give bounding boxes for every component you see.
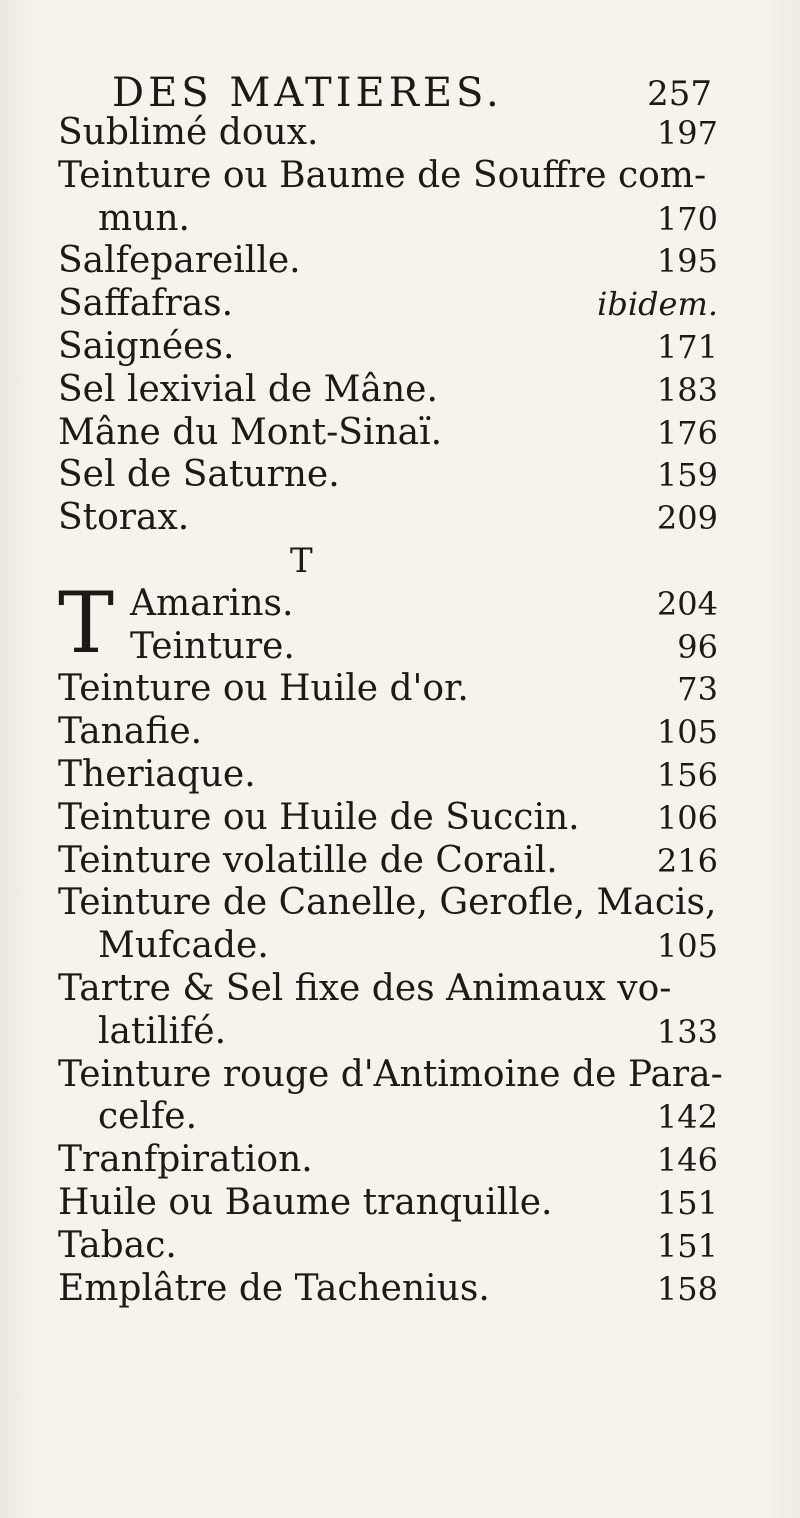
index-entry — [58, 968, 718, 1011]
index-entry — [58, 283, 718, 326]
entry-label: Salfepareille. — [58, 240, 301, 282]
entry-label: Teinture de Canelle, Gerofle, Macis, — [58, 882, 717, 924]
entry-page-number: ibidem. — [597, 285, 718, 324]
entry-label: Theriaque. — [58, 753, 256, 795]
index-entry — [58, 711, 718, 754]
entry-label: Tabac. — [58, 1224, 177, 1266]
index-entry — [58, 1268, 718, 1311]
entry-page-number: 151 — [656, 1226, 718, 1265]
entry-label: Sel de Saturne. — [58, 454, 340, 496]
entry-label: Saffafras. — [58, 283, 234, 325]
index-entry — [58, 882, 718, 925]
index-entry — [58, 326, 718, 369]
index-entry — [58, 626, 718, 669]
index-entry — [58, 1053, 723, 1097]
index-entry — [58, 668, 718, 711]
index-entry — [58, 1182, 718, 1225]
entry-page-number: 176 — [656, 413, 718, 452]
entry-page-number: 183 — [656, 370, 718, 409]
entry-page-number: 204 — [656, 584, 718, 623]
section-letter: T — [290, 540, 313, 581]
entry-page-number: 216 — [656, 841, 718, 880]
entry-label: Huile ou Baume tranquille. — [58, 1181, 553, 1223]
index-entries — [58, 112, 723, 1310]
index-entry — [58, 1011, 718, 1054]
entry-label: Emplâtre de Tachenius. — [58, 1267, 490, 1309]
entry-page-number: 158 — [656, 1269, 718, 1308]
index-entry — [58, 754, 718, 797]
drop-cap: T — [58, 573, 115, 672]
entry-label: mun. — [98, 197, 190, 239]
entry-label: Saignées. — [58, 325, 235, 367]
index-entry — [58, 155, 718, 198]
index-entry — [58, 240, 718, 283]
entry-label: celfe. — [98, 1096, 198, 1138]
header-title: DES MATIERES. — [112, 70, 503, 116]
entry-label: Teinture. — [130, 625, 295, 667]
entry-label: Teinture ou Baume de Souffre com- — [58, 154, 707, 196]
index-entry — [58, 198, 718, 241]
entry-page-number: 105 — [656, 927, 718, 966]
index-entry — [58, 412, 718, 455]
index-entry — [58, 1139, 718, 1182]
entry-label: Tranfpiration. — [58, 1139, 313, 1181]
entry-label: Teinture ou Huile d'or. — [58, 668, 469, 710]
entry-label: Storax. — [58, 497, 190, 539]
entry-page-number: 105 — [656, 713, 718, 752]
entry-label: Mâne du Mont-Sinaï. — [58, 411, 443, 453]
index-entry — [58, 497, 718, 540]
entry-page-number: 73 — [677, 670, 718, 709]
entry-label: Mufcade. — [98, 925, 269, 967]
entry-page-number: 151 — [656, 1183, 718, 1222]
entry-page-number: 142 — [656, 1098, 718, 1137]
index-entry — [58, 840, 718, 883]
entry-label: Teinture volatille de Corail. — [58, 839, 558, 881]
entry-page-number: 170 — [656, 199, 718, 238]
section-heading — [58, 540, 718, 583]
entry-label: Teinture rouge d'Antimoine de Para- — [58, 1053, 723, 1095]
entry-page-number: 195 — [656, 242, 718, 281]
index-entry — [58, 1096, 718, 1139]
entry-page-number: 133 — [656, 1012, 718, 1051]
index-entry — [58, 1225, 718, 1268]
index-entry — [58, 112, 718, 155]
entry-page-number: 156 — [656, 755, 718, 794]
index-entry — [58, 925, 718, 968]
entry-label: Teinture ou Huile de Succin. — [58, 796, 580, 838]
entry-page-number: 146 — [656, 1141, 718, 1180]
entry-page-number: 106 — [656, 798, 718, 837]
entry-page-number: 159 — [656, 456, 718, 495]
entry-label: latilifé. — [98, 1010, 227, 1052]
entry-label: Tanafie. — [58, 711, 203, 753]
entry-label: Tartre & Sel fixe des Animaux vo- — [58, 967, 672, 1009]
index-entry — [58, 454, 718, 497]
entry-label: Amarins. — [130, 582, 294, 624]
index-entry — [58, 797, 718, 840]
entry-page-number: 197 — [656, 114, 718, 152]
entry-label: Sublimé doux. — [58, 112, 319, 153]
index-entry — [58, 369, 718, 412]
entry-page-number: 209 — [656, 499, 718, 538]
entry-page-number: 96 — [677, 627, 718, 666]
entry-label: Sel lexivial de Mâne. — [58, 368, 438, 410]
entry-page-number: 171 — [656, 327, 718, 366]
page-number: 257 — [647, 74, 712, 114]
